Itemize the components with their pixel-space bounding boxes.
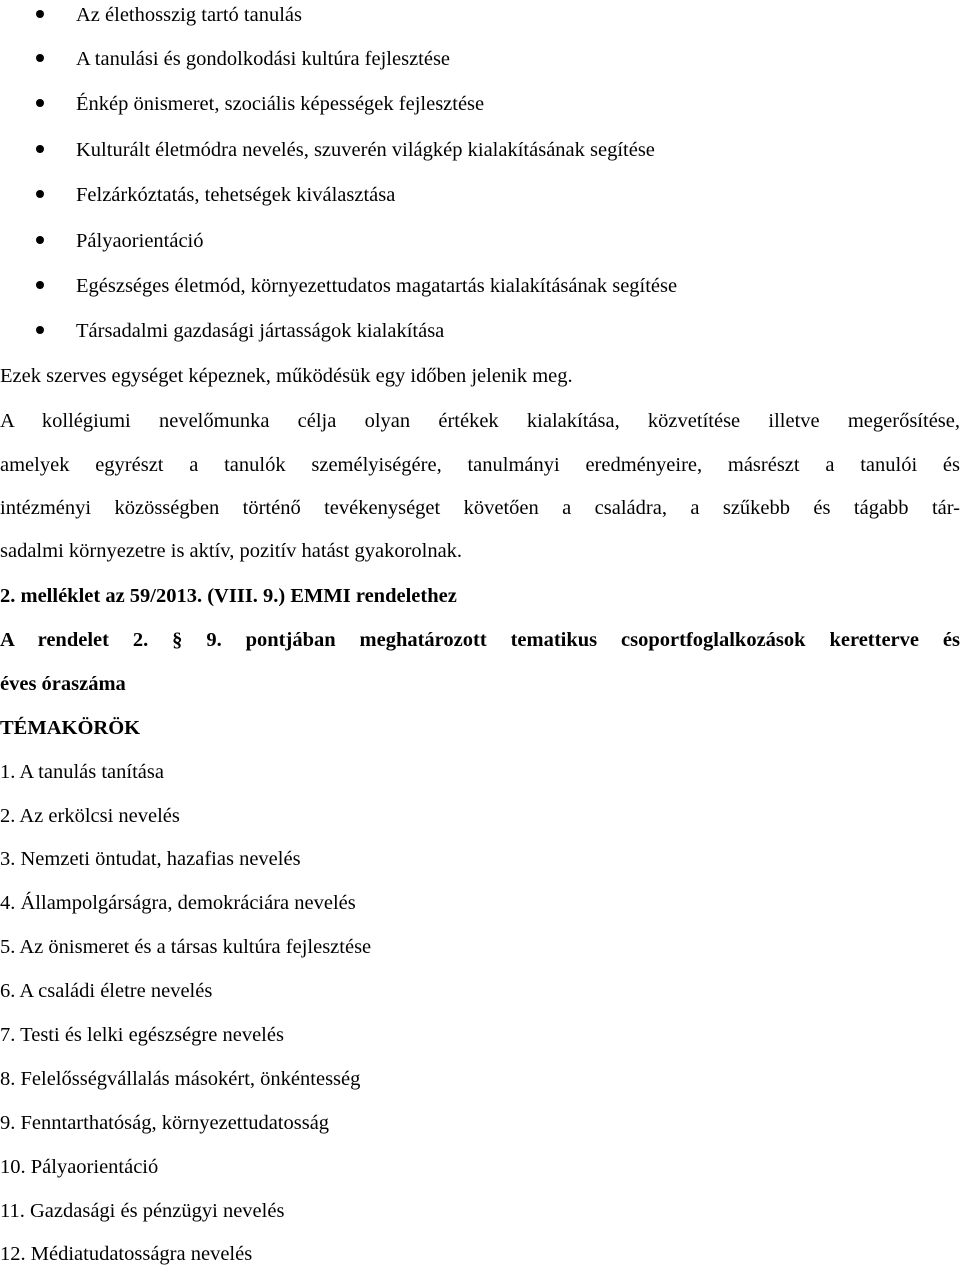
topic-item: 5. Az önismeret és a társas kultúra fejlesztése (0, 936, 372, 958)
annex-heading: 2. melléklet az 59/2013. (VIII. 9.) EMMI rendelethez (0, 585, 457, 607)
topic-item: 8. Felelősségvállalás másokért, önkéntesség (0, 1068, 361, 1090)
bullet-text: Az élethosszig tartó tanulás (76, 4, 303, 26)
bullet-dot-icon (36, 54, 44, 62)
bullet-dot-icon (36, 99, 44, 107)
bullet-text: A tanulási és gondolkodási kultúra fejlesztése (76, 48, 451, 70)
topic-item: 11. Gazdasági és pénzügyi nevelés (0, 1200, 285, 1222)
paragraph-line: sadalmi környezetre is aktív, pozitív hatást gyakorolnak. (0, 540, 463, 562)
bullet-dot-icon (36, 326, 44, 334)
bullet-text: Egészséges életmód, környezettudatos magatartás kialakításának segítése (76, 275, 678, 297)
topics-title: TÉMAKÖRÖK (0, 717, 141, 739)
topic-item: 1. A tanulás tanítása (0, 761, 164, 783)
bullet-text: Pályaorientáció (76, 230, 204, 252)
bullet-dot-icon (36, 236, 44, 244)
topic-item: 9. Fenntarthatóság, környezettudatosság (0, 1112, 330, 1134)
topic-item: 7. Testi és lelki egészségre nevelés (0, 1024, 284, 1046)
paragraph-line: amelyek egyrészt a tanulók személyiségére, tanulmányi eredményeire, másrészt a tanulói és (0, 455, 960, 476)
topic-item: 2. Az erkölcsi nevelés (0, 805, 180, 827)
topic-item: 3. Nemzeti öntudat, hazafias nevelés (0, 848, 301, 870)
topic-item: 6. A családi életre nevelés (0, 980, 213, 1002)
summary-text: Ezek szerves egységet képeznek, működésük egy időben jelenik meg. (0, 365, 573, 387)
paragraph-line: A kollégiumi nevelőmunka célja olyan értékek kialakítása, közvetítése illetve megerősítése, (0, 411, 960, 432)
bullet-dot-icon (36, 10, 44, 18)
bullet-text: Társadalmi gazdasági jártasságok kialakítása (76, 320, 445, 342)
bullet-dot-icon (36, 190, 44, 198)
decree-heading: A rendelet 2. § 9. pontjában meghatározott tematikus csoportfoglalkozások keretterve és (0, 630, 960, 651)
bullet-dot-icon (36, 145, 44, 153)
topic-item: 10. Pályaorientáció (0, 1156, 159, 1178)
paragraph-line: intézményi közösségben történő tevékenységet követően a családra, a szűkebb és tágabb tár- (0, 498, 960, 519)
bullet-text: Felzárkóztatás, tehetségek kiválasztása (76, 184, 396, 206)
decree-heading: éves óraszáma (0, 673, 126, 695)
topic-item: 12. Médiatudatosságra nevelés (0, 1243, 253, 1265)
bullet-text: Énkép önismeret, szociális képességek fejlesztése (76, 93, 485, 115)
bullet-dot-icon (36, 281, 44, 289)
bullet-text: Kulturált életmódra nevelés, szuverén világkép kialakításának segítése (76, 139, 655, 161)
topic-item: 4. Állampolgárságra, demokráciára nevelés (0, 892, 356, 914)
